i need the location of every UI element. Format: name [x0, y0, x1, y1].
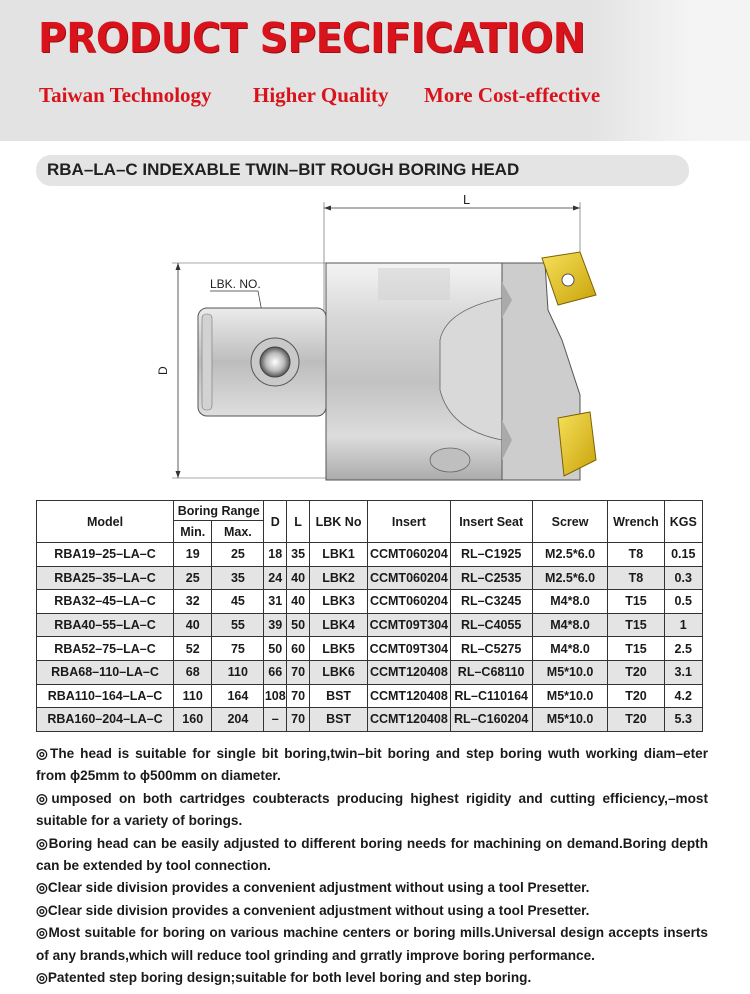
cell-min: 160 [174, 708, 212, 732]
cell-d: 66 [264, 660, 287, 684]
feature-notes [36, 743, 708, 989]
cell-wrench: T20 [608, 708, 664, 732]
cell-lbk: LBK6 [310, 660, 368, 684]
cell-d: 18 [264, 543, 287, 567]
cell-screw: M4*8.0 [532, 637, 608, 661]
cell-l: 50 [287, 613, 310, 637]
table-row [37, 637, 703, 661]
cell-insert: CCMT120408 [368, 708, 451, 732]
cell-insert: CCMT060204 [368, 590, 451, 614]
cell-seat: RL–C4055 [450, 613, 532, 637]
cell-insert: CCMT060204 [368, 543, 451, 567]
tagline-taiwan-technology: Taiwan Technology [39, 83, 212, 107]
section-title: RBA–LA–C INDEXABLE TWIN–BIT ROUGH BORING HEAD [47, 160, 520, 179]
cell-kgs: 0.5 [664, 590, 703, 614]
header-min: Min. [174, 521, 212, 543]
label-d: D [156, 366, 170, 375]
cell-min: 19 [174, 543, 212, 567]
spec-table [36, 500, 703, 732]
cell-max: 35 [212, 566, 264, 590]
cell-insert: CCMT09T304 [368, 637, 451, 661]
cell-seat: RL–C1925 [450, 543, 532, 567]
note-item: ◎Clear side division provides a convenient adjustment without using a tool Presetter. [36, 880, 590, 896]
cell-l: 70 [287, 708, 310, 732]
cell-d: 108 [264, 684, 287, 708]
header-banner [0, 0, 750, 141]
cell-l: 70 [287, 660, 310, 684]
header-kgs: KGS [664, 501, 703, 543]
header-screw: Screw [532, 501, 608, 543]
label-l: L [463, 192, 471, 207]
cell-l: 40 [287, 590, 310, 614]
cell-min: 52 [174, 637, 212, 661]
tagline-higher-quality: Higher Quality [253, 83, 389, 107]
cell-d: – [264, 708, 287, 732]
cell-min: 40 [174, 613, 212, 637]
cell-d: 50 [264, 637, 287, 661]
cell-l: 60 [287, 637, 310, 661]
cell-seat: RL–C2535 [450, 566, 532, 590]
cell-lbk: BST [310, 708, 368, 732]
lbk-callout [210, 277, 262, 312]
cell-d: 39 [264, 613, 287, 637]
cell-wrench: T15 [608, 590, 664, 614]
boring-head-drawing [150, 190, 600, 495]
cell-model: RBA19–25–LA–C [37, 543, 174, 567]
cell-min: 25 [174, 566, 212, 590]
header-insert-seat: Insert Seat [450, 501, 532, 543]
header-d: D [264, 501, 287, 543]
header-max: Max. [212, 521, 264, 543]
cell-screw: M5*10.0 [532, 660, 608, 684]
header-boring-range: Boring Range [174, 501, 264, 521]
header-model: Model [37, 501, 174, 543]
cell-l: 70 [287, 684, 310, 708]
cell-kgs: 0.15 [664, 543, 703, 567]
note-item: ◎Patented step boring design;suitable for both level boring and step boring. [36, 970, 532, 986]
cell-wrench: T15 [608, 613, 664, 637]
cell-screw: M2.5*6.0 [532, 543, 608, 567]
header-insert: Insert [368, 501, 451, 543]
cell-l: 35 [287, 543, 310, 567]
cell-wrench: T15 [608, 637, 664, 661]
cell-model: RBA68–110–LA–C [37, 660, 174, 684]
cell-model: RBA160–204–LA–C [37, 708, 174, 732]
note-item: ◎umposed on both cartridges coubteracts producing highest rigidity and cutting efficiency,–most suitable for a variety of borings. [36, 790, 708, 829]
cell-lbk: LBK4 [310, 613, 368, 637]
cell-insert: CCMT120408 [368, 660, 451, 684]
header-lbk-no: LBK No [310, 501, 368, 543]
cell-lbk: BST [310, 684, 368, 708]
table-row [37, 684, 703, 708]
cell-kgs: 5.3 [664, 708, 703, 732]
cell-max: 75 [212, 637, 264, 661]
header-wrench: Wrench [608, 501, 664, 543]
label-lbk-no: LBK. NO. [210, 277, 261, 291]
cell-insert: CCMT120408 [368, 684, 451, 708]
table-row [37, 660, 703, 684]
cell-screw: M4*8.0 [532, 613, 608, 637]
cell-max: 164 [212, 684, 264, 708]
cell-model: RBA40–55–LA–C [37, 613, 174, 637]
cell-model: RBA25–35–LA–C [37, 566, 174, 590]
header-l: L [287, 501, 310, 543]
cell-l: 40 [287, 566, 310, 590]
cell-d: 31 [264, 590, 287, 614]
cell-wrench: T20 [608, 660, 664, 684]
cell-seat: RL–C110164 [450, 684, 532, 708]
cell-max: 110 [212, 660, 264, 684]
note-item: ◎Boring head can be easily adjusted to different boring needs for machining on demand.Boring depth can be extended by tool connection. [36, 835, 708, 874]
table-row [37, 613, 703, 637]
cell-max: 45 [212, 590, 264, 614]
section-title-bar [36, 155, 689, 186]
note-item: ◎Clear side division provides a convenient adjustment without using a tool Presetter. [36, 902, 590, 918]
note-item: ◎The head is suitable for single bit boring,twin–bit boring and step boring wuth working diam–eter from ϕ25mm to ϕ500mm on diameter. [36, 746, 708, 784]
cell-insert: CCMT09T304 [368, 613, 451, 637]
cell-model: RBA32–45–LA–C [37, 590, 174, 614]
cell-max: 25 [212, 543, 264, 567]
cell-wrench: T20 [608, 684, 664, 708]
cell-screw: M5*10.0 [532, 708, 608, 732]
cell-max: 204 [212, 708, 264, 732]
cell-screw: M2.5*6.0 [532, 566, 608, 590]
cell-insert: CCMT060204 [368, 566, 451, 590]
insert-bottom [558, 412, 596, 476]
cell-kgs: 4.2 [664, 684, 703, 708]
cell-min: 32 [174, 590, 212, 614]
cell-d: 24 [264, 566, 287, 590]
cell-model: RBA52–75–LA–C [37, 637, 174, 661]
table-row [37, 543, 703, 567]
note-item: ◎Most suitable for boring on various machine centers or boring mills.Universal design accepts inserts of any brands,which will reduce tool grinding and grratly improve boring performance. [36, 925, 708, 963]
cell-model: RBA110–164–LA–C [37, 684, 174, 708]
cell-lbk: LBK1 [310, 543, 368, 567]
tagline-cost-effective: More Cost-effective [424, 83, 601, 107]
cell-kgs: 3.1 [664, 660, 703, 684]
cell-wrench: T8 [608, 566, 664, 590]
cell-seat: RL–C5275 [450, 637, 532, 661]
cell-seat: RL–C3245 [450, 590, 532, 614]
cell-kgs: 0.3 [664, 566, 703, 590]
cell-kgs: 1 [664, 613, 703, 637]
cell-min: 110 [174, 684, 212, 708]
cell-screw: M5*10.0 [532, 684, 608, 708]
cell-kgs: 2.5 [664, 637, 703, 661]
table-row [37, 566, 703, 590]
cell-min: 68 [174, 660, 212, 684]
cell-seat: RL–C68110 [450, 660, 532, 684]
header-product-photo [590, 0, 750, 141]
cell-screw: M4*8.0 [532, 590, 608, 614]
cell-max: 55 [212, 613, 264, 637]
cell-lbk: LBK5 [310, 637, 368, 661]
cell-wrench: T8 [608, 543, 664, 567]
cell-seat: RL–C160204 [450, 708, 532, 732]
page-title: PRODUCT SPECIFICATION [38, 14, 586, 62]
table-row [37, 590, 703, 614]
cell-lbk: LBK2 [310, 566, 368, 590]
cell-lbk: LBK3 [310, 590, 368, 614]
table-row [37, 708, 703, 732]
